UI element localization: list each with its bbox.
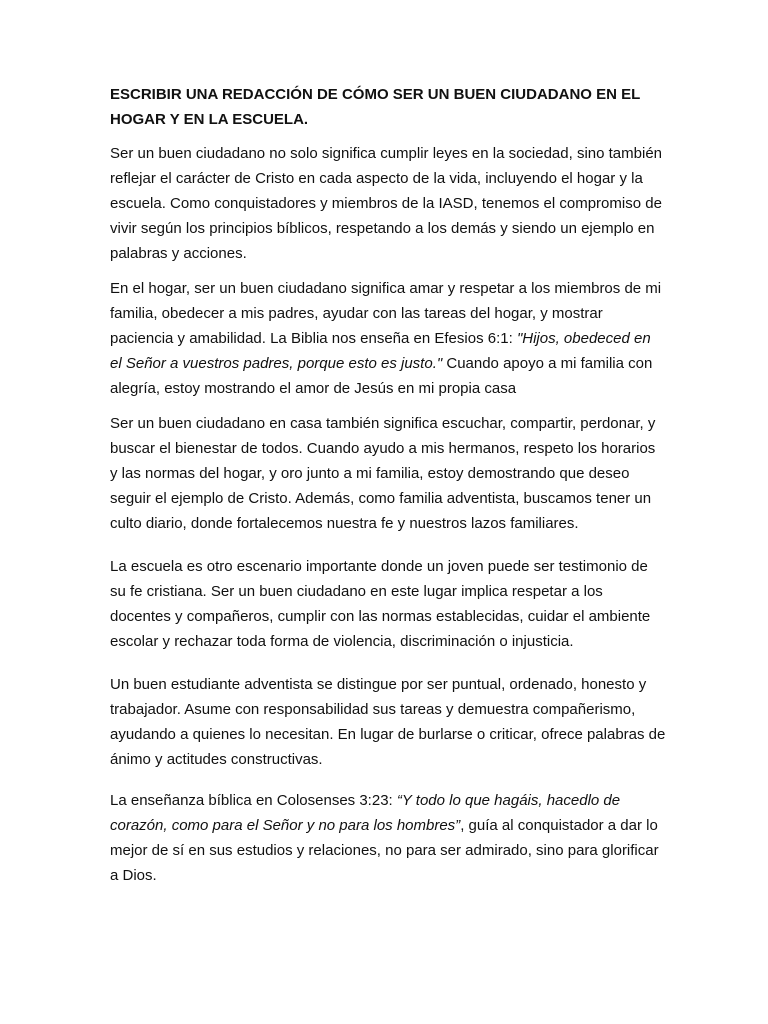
paragraph-school: La escuela es otro escenario importante donde un joven puede ser testimonio de su fe cristiana. Ser un buen ciudadano en este lugar implica respetar a los docentes y compañeros, cumplir con las normas establecidas, cuidar el ambiente escolar y rechazar toda forma de violencia, discriminación o injusticia. [110,558,651,650]
paragraph-colossians-text-start: La enseñanza bíblica en Colosenses 3:23: [110,792,397,809]
colossians-quote: “Y todo lo que hagáis, hacedlo de corazón, como para el Señor y no para los hombres” [110,792,621,834]
document-title: ESCRIBIR UNA REDACCIÓN DE CÓMO SER UN BUEN CIUDADANO EN EL HOGAR Y EN LA ESCUELA. [110,86,641,128]
ephesians-quote: "Hijos, obedeced en el Señor a vuestros padres, porque esto es justo." [110,330,651,372]
paragraph-home-text-start: En el hogar, ser un buen ciudadano significa amar y respetar a los miembros de mi familia, obedecer a mis padres, ayudar con las tareas del hogar, y mostrar paciencia y amabilidad. La Biblia nos enseña en Efesios 6:1: [110,280,662,347]
paragraph-colossians [110,788,666,888]
paragraph-home [110,276,666,401]
paragraph-home-continued: Ser un buen ciudadano en casa también significa escuchar, compartir, perdonar, y buscar el bienestar de todos. Cuando ayudo a mis hermanos, respeto los horarios y las normas del hogar, y oro junto a mi familia, estoy demostrando que deseo seguir el ejemplo de Cristo. Además, como familia adventista, buscamos tener un culto diario, donde fortalecemos nuestra fe y nuestros lazos familiares. [110,415,656,532]
paragraph-student: Un buen estudiante adventista se distingue por ser puntual, ordenado, honesto y trabajador. Asume con responsabilidad sus tareas y demuestra compañerismo, ayudando a quienes lo necesitan. En lugar de burlarse o criticar, ofrece palabras de ánimo y actitudes constructivas. [110,676,666,768]
paragraph-intro: Ser un buen ciudadano no solo significa cumplir leyes en la sociedad, sino también reflejar el carácter de Cristo en cada aspecto de la vida, incluyendo el hogar y la escuela. Como conquistadores y miembros de la IASD, tenemos el compromiso de vivir según los principios bíblicos, respetando a los demás y siendo un ejemplo en palabras y acciones. [110,145,663,262]
paragraph-home-text-end: Cuando apoyo a mi familia con alegría, estoy mostrando el amor de Jesús en mi propia casa [110,355,653,397]
document-page [110,82,666,898]
paragraph-colossians-text-end: , guía al conquistador a dar lo mejor de sí en sus estudios y relaciones, no para ser admirado, sino para glorificar a Dios. [110,817,659,884]
